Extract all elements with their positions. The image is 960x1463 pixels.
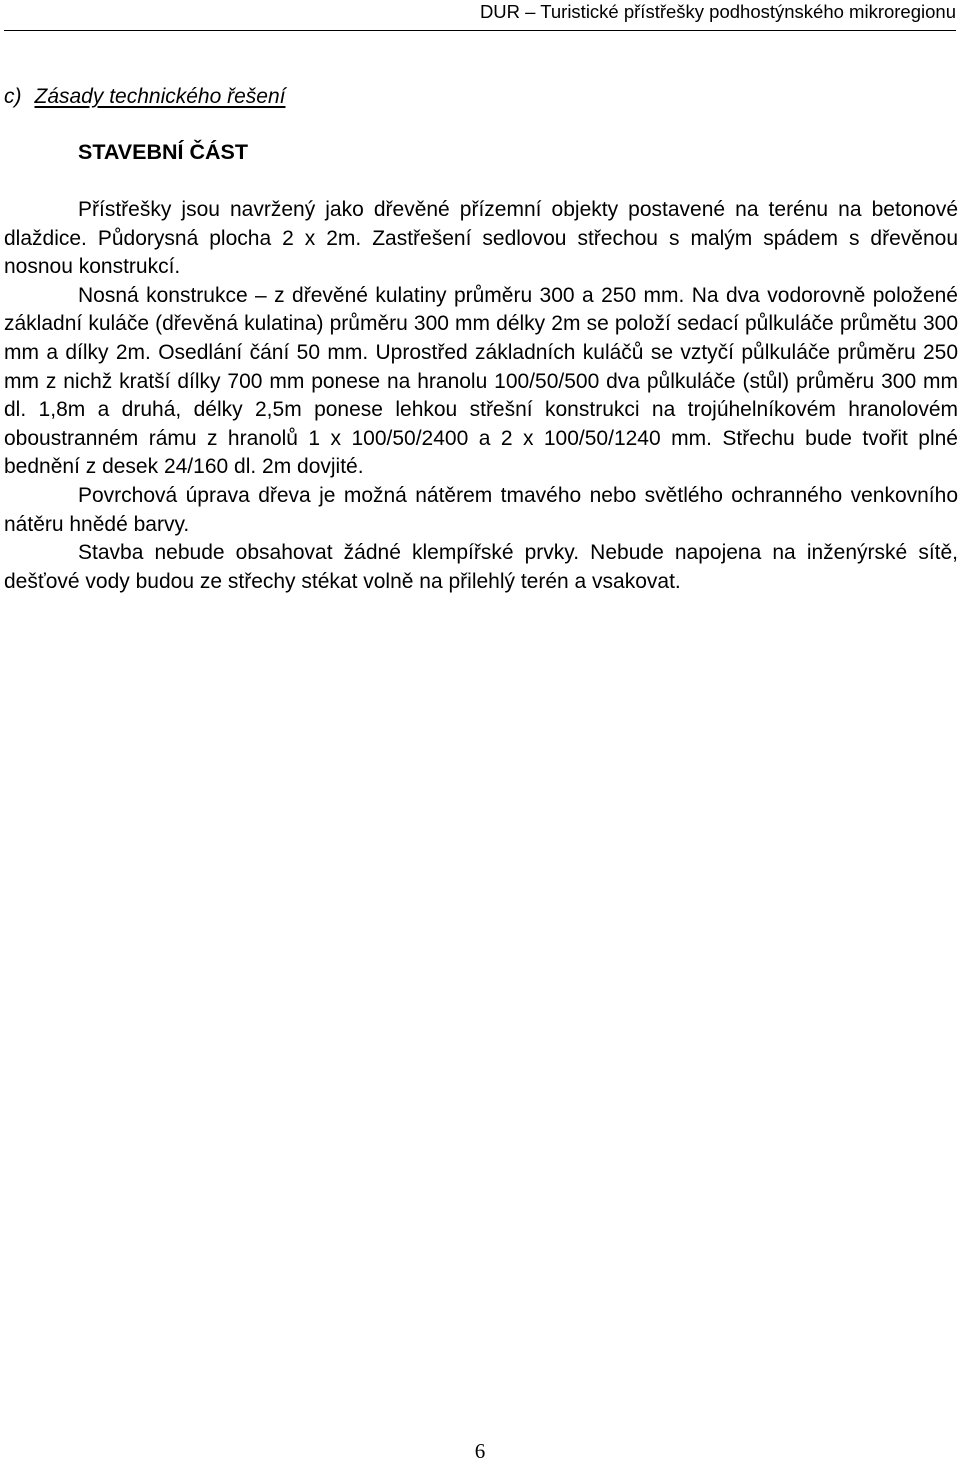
body-text [4, 196, 958, 596]
running-header: DUR – Turistické přístřešky podhostýnského mikroregionu [479, 1, 956, 22]
paragraph-utilities: Stavba nebude obsahovat žádné klempířské prvky. Nebude napojena na inženýrské sítě, dešťové vody budou ze střechy stékat volně na přilehlý terén a vsakovat. [4, 541, 958, 593]
header-rule [4, 30, 956, 31]
section-title: Zásady technického řešení [34, 85, 286, 108]
paragraph-intro: Přístřešky jsou navržený jako dřevěné přízemní objekty postavené na terénu na betonové dlaždice. Půdorysná plocha 2 x 2m. Zastřešení sedlovou střechou s malým spádem s dřevěnou nosnou konstrukcí. [4, 198, 958, 279]
paragraph-surface-finish: Povrchová úprava dřeva je možná nátěrem tmavého nebo světlého ochranného venkovního nátěru hnědé barvy. [4, 483, 958, 536]
paragraph-load-bearing-structure: Nosná konstrukce – z dřevěné kulatiny průměru 300 a 250 mm. Na dva vodorovně položené základní kuláče (dřevěná kulatina) průměru 300 mm délky 2m se položí sedací půlkuláče průmětu 300 mm a dílky 2m. Osedlání čání 50 mm. Uprostřed základních kuláčů se vztyčí půlkuláče průměru 250 mm z nichž kratší dílky 700 mm ponese na hranolu 100/50/500 dva půlkuláče (stůl) průměru 300 mm dl. 1,8m a druhá, délky 2,5m ponese lehkou střešní konstrukci na trojúhelníkovém hranolovém oboustranném rámu z hranolů 1 x 100/50/2400 a 2 x 100/50/1240 mm. Střechu bude tvořit plné bednění z desek 24/160 dl. 2m dovjité. [4, 283, 958, 479]
subheading: STAVEBNÍ ČÁST [78, 140, 249, 164]
section-letter: c) [4, 85, 22, 108]
page-number: 6 [474, 1439, 486, 1463]
section-heading [4, 83, 285, 111]
